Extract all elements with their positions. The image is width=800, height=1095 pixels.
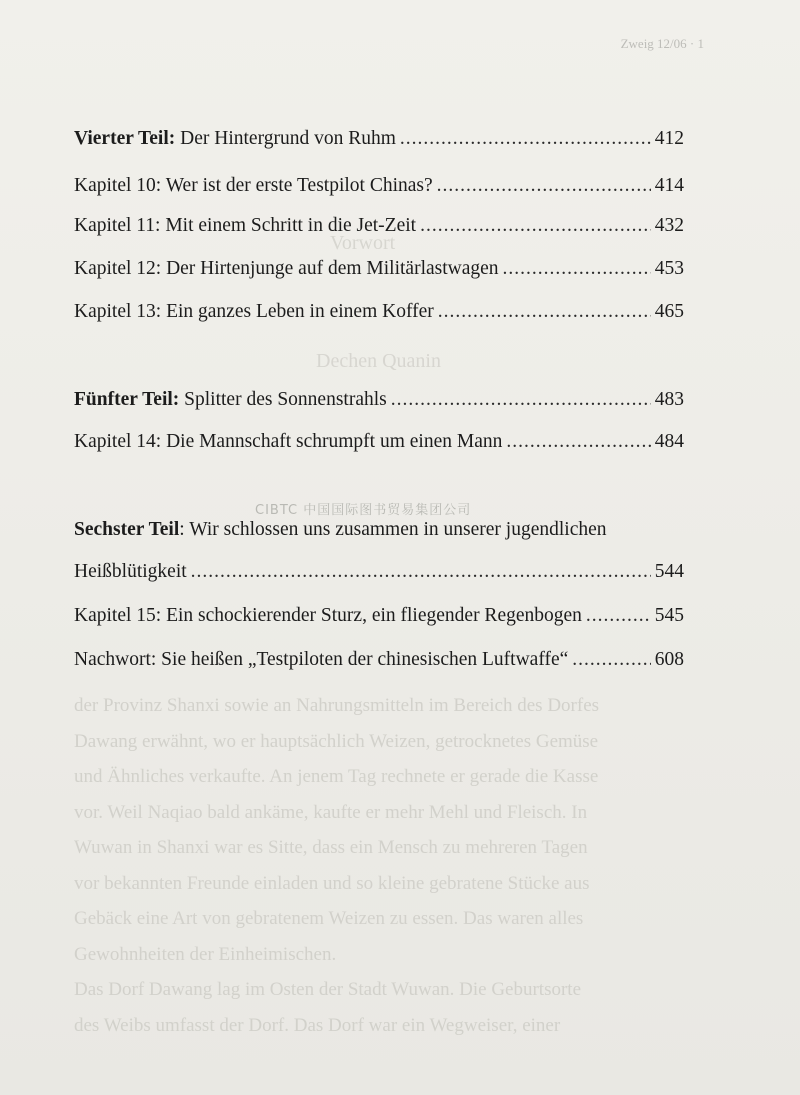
bleed-line: vor. Weil Naqiao bald ankäme, kaufte er mehr Mehl und Fleisch. In <box>74 801 588 823</box>
toc-afterword <box>74 649 684 671</box>
toc-chapter-15 <box>74 605 684 627</box>
bleed-line: Dawang erwähnt, wo er hauptsächlich Weizen, getrocknetes Gemüse <box>74 730 599 752</box>
chapter-title: Nachwort: Sie heißen „Testpiloten der chinesischen Luftwaffe“ <box>74 649 569 670</box>
toc-part-6 <box>74 561 684 583</box>
page-number: 483 <box>654 389 684 410</box>
toc-part-6-line-1 <box>74 519 607 541</box>
part-label: Vierter Teil: <box>74 128 176 149</box>
page-number: 545 <box>654 605 684 626</box>
part-label: Sechster Teil <box>74 519 180 540</box>
part-title: : Wir schlossen uns zusammen in unserer jugendlichen <box>179 519 607 540</box>
toc-chapter-14 <box>74 431 684 453</box>
chapter-title: Kapitel 13: Ein ganzes Leben in einem Koffer <box>74 301 434 322</box>
part-title-continued: Heißblütigkeit <box>74 561 187 582</box>
bleed-line: der Provinz Shanxi sowie an Nahrungsmitteln im Bereich des Dorfes <box>74 695 600 716</box>
publisher-watermark: CIBTC 中国国际图书贸易集团公司 <box>255 503 472 518</box>
toc-chapter-12 <box>74 258 684 280</box>
leader-dots <box>391 389 651 411</box>
running-head: Zweig 12/06 · 1 <box>620 36 704 51</box>
leader-dots <box>437 175 651 197</box>
toc-chapter-10 <box>74 175 684 197</box>
bleed-line: Wuwan in Shanxi war es Sitte, dass ein Mensch zu mehreren Tagen <box>74 837 588 858</box>
part-title: Splitter des Sonnenstrahls <box>179 389 387 410</box>
page-number: 412 <box>654 128 684 149</box>
leader-dots <box>438 301 651 323</box>
bleed-line: vor bekannten Freunde einladen und so kleine gebratene Stücke aus <box>74 872 590 894</box>
leader-dots <box>572 649 650 671</box>
bleed-line: Das Dorf Dawang lag im Osten der Stadt Wuwan. Die Geburtsorte <box>74 979 582 1000</box>
bleed-heading: Vorwort <box>330 232 396 254</box>
toc-part-4 <box>74 128 684 150</box>
leader-dots <box>420 215 651 237</box>
page-number: 544 <box>654 561 684 582</box>
bleed-line: Gebäck eine Art von gebratenem Weizen zu essen. Das waren alles <box>74 908 584 929</box>
bleed-line: und Ähnliches verkaufte. An jenem Tag rechnete er gerade die Kasse <box>74 766 599 787</box>
chapter-title: Kapitel 11: Mit einem Schritt in die Jet-Zeit <box>74 215 417 236</box>
leader-dots <box>503 258 651 280</box>
toc-chapter-11 <box>74 215 684 237</box>
chapter-title: Kapitel 12: Der Hirtenjunge auf dem Militärlastwagen <box>74 258 499 279</box>
page-number: 432 <box>654 215 684 236</box>
toc-part-5 <box>74 389 684 411</box>
page-number: 608 <box>654 649 684 670</box>
part-label: Fünfter Teil: <box>74 389 180 410</box>
bleed-subheading: Dechen Quanin <box>316 350 441 372</box>
chapter-title: Kapitel 14: Die Mannschaft schrumpft um einen Mann <box>74 431 503 452</box>
part-title: Der Hintergrund von Ruhm <box>175 128 396 149</box>
page-number: 484 <box>654 431 684 452</box>
page-number: 465 <box>654 301 684 322</box>
toc-chapter-13 <box>74 301 684 323</box>
bleed-through-text <box>74 688 714 1043</box>
bleed-line: des Weibs umfasst der Dorf. Das Dorf war ein Wegweiser, einer <box>74 1014 561 1036</box>
bleed-line: Gewohnheiten der Einheimischen. <box>74 943 337 965</box>
leader-dots <box>506 431 650 453</box>
page-number: 414 <box>654 175 684 196</box>
page-number: 453 <box>654 258 684 279</box>
chapter-title: Kapitel 15: Ein schockierender Sturz, ein fliegender Regenbogen <box>74 605 582 626</box>
leader-dots <box>191 561 651 583</box>
leader-dots <box>400 128 651 150</box>
chapter-title: Kapitel 10: Wer ist der erste Testpilot Chinas? <box>74 175 433 196</box>
leader-dots <box>586 605 651 627</box>
